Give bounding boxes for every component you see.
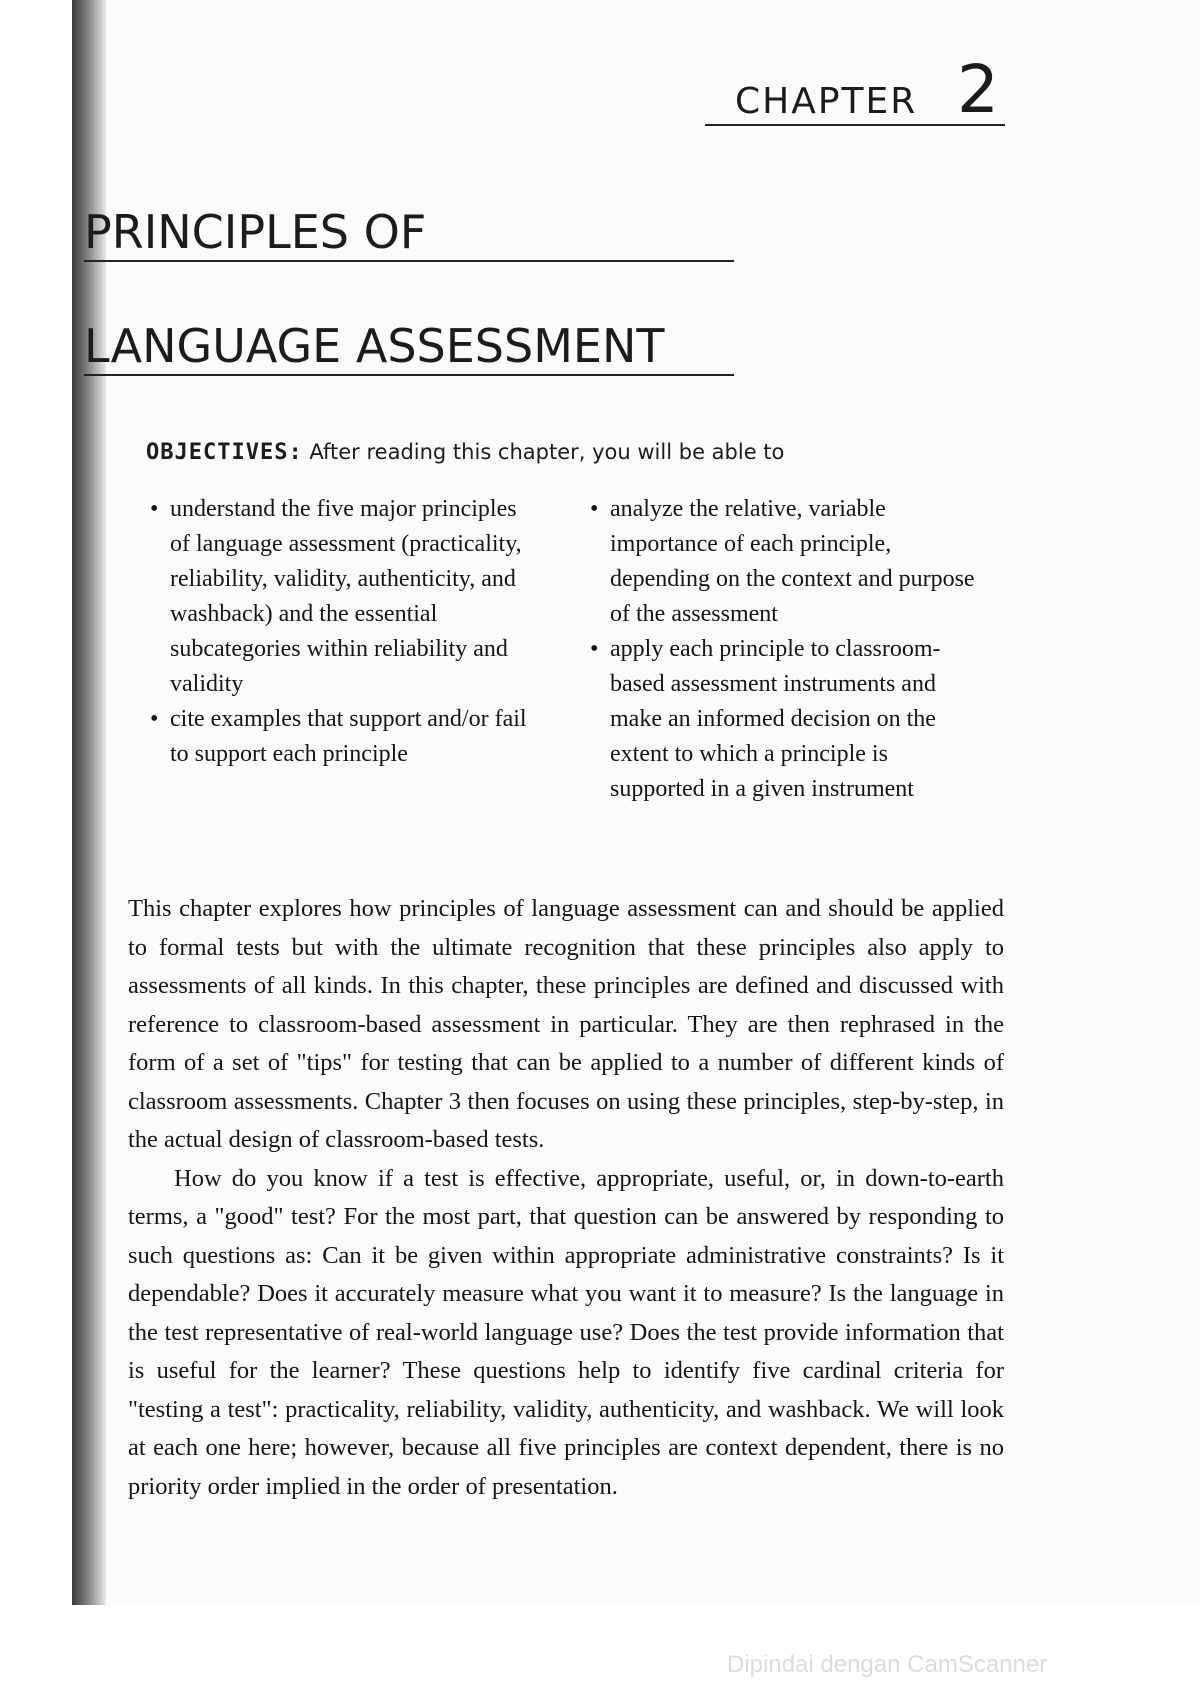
objective-item: • analyze the relative, variable importance of each principle, depending on the context and purpose of the assessment: [590, 492, 980, 632]
chapter-number: 2: [957, 51, 999, 128]
scanner-watermark: Dipindai dengan CamScanner: [727, 1651, 1048, 1678]
chapter-body: [128, 890, 1004, 1506]
objectives-list-right: [590, 492, 980, 807]
chapter-title-line-2: LANGUAGE ASSESSMENT: [84, 318, 734, 376]
objectives-label: OBJECTIVES:: [146, 440, 303, 465]
chapter-label: CHAPTER: [735, 81, 918, 122]
objective-item: • cite examples that support and/or fail to support each principle: [150, 702, 535, 772]
body-paragraph: This chapter explores how principles of language assessment can and should be applied to formal tests but with the ultimate recognition that these principles also apply to assessments of all kinds. In this chapter, these principles are defined and discussed with reference to classroom-based assessment in particular. They are then rephrased in the form of a set of "tips" for testing that can be applied to a number of different kinds of classroom assessments. Chapter 3 then focuses on using these principles, step-by-step, in the actual design of classroom-based tests.: [128, 895, 1004, 1153]
objective-item: • apply each principle to classroom-based assessment instruments and make an informed decision on the extent to which a principle is supported in a given instrument: [590, 632, 980, 807]
objectives-list-left: [150, 492, 535, 772]
chapter-heading: [705, 52, 1005, 126]
objectives-heading: [146, 440, 1006, 465]
chapter-title-line-1: PRINCIPLES OF: [84, 204, 734, 262]
objective-item: • understand the five major principles of language assessment (practicality, reliability, validity, authenticity, and washback) and the essential subcategories within reliability and validity: [150, 492, 535, 702]
objectives-intro: After reading this chapter, you will be able to: [309, 440, 785, 464]
body-paragraph: How do you know if a test is effective, appropriate, useful, or, in down-to-earth terms, a "good" test? For the most part, that question can be answered by responding to such questions as: Can it be given within appropriate administrative constraints? Is it dependable? Does it accurately measure what you want it to measure? Is the language in the test representative of real-world language use? Does the test provide information that is useful for the learner? These questions help to identify five cardinal criteria for "testing a test": practicality, reliability, validity, authenticity, and washback. We will look at each one here; however, because all five principles are context dependent, there is no priority order implied in the order of presentation.: [128, 1164, 1004, 1500]
